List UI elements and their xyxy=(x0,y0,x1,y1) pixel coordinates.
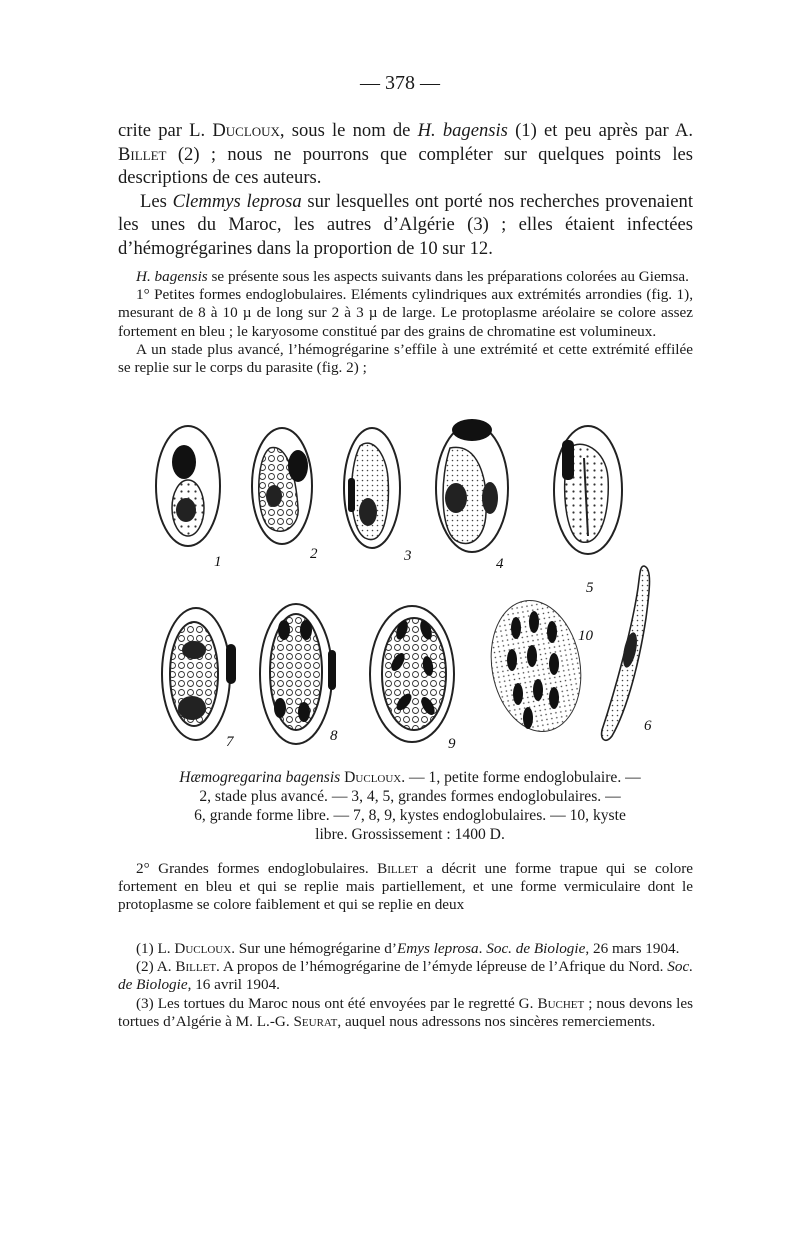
page-number: — 378 — xyxy=(360,72,440,94)
fig-label-4: 4 xyxy=(496,556,504,572)
caption-line-2: 2, stade plus avancé. — 3, 4, 5, grandes formes endoglobulaires. — xyxy=(199,788,621,805)
fig-label-1: 1 xyxy=(214,554,222,570)
cell-fig-8 xyxy=(260,604,336,744)
description-paragraph-2: 1° Petites formes endoglobulaires. Eléments cylindriques aux extrémités arrondies (fig. 1), mesurant de 8 à 10 µ de long sur 2 à 3 µ de large. Le protoplasme aréolaire se colore assez fortement en bleu ; le karyosome constitué par des grains de chromatine est volumineux. xyxy=(118,286,693,340)
fig-label-5: 5 xyxy=(586,580,594,596)
cell-fig-4 xyxy=(436,419,508,552)
caption-line-3: 6, grande forme libre. — 7, 8, 9, kystes endoglobulaires. — 10, kyste xyxy=(194,807,626,824)
intro-paragraph-1: crite par L. Ducloux, sous le nom de H. bagensis (1) et peu après par A. Billet (2) ; nous ne pourrons que compléter sur quelques points les descriptions de ces auteurs. xyxy=(118,120,693,189)
cell-fig-3 xyxy=(344,428,400,548)
fig-label-6: 6 xyxy=(644,718,652,734)
footnotes xyxy=(118,940,693,1031)
cell-fig-6 xyxy=(602,566,650,740)
intro-paragraph-2: Les Clemmys leprosa sur lesquelles ont porté nos recherches provenaient les unes du Maroc, les autres d’Algérie (3) ; elles étaient infectées d’hémogrégarines dans la proportion de 10 sur 12. xyxy=(118,190,694,259)
fig-label-7: 7 xyxy=(226,734,234,750)
fig-label-3: 3 xyxy=(404,548,412,564)
footnote-2: (2) A. Billet. A propos de l’hémogrégarine de l’émyde lépreuse de l’Afrique du Nord. Soc. de Biologie, 16 avril 1904. xyxy=(118,958,694,994)
figure-haemogregarina xyxy=(150,418,670,758)
fig-label-10: 10 xyxy=(578,628,593,644)
description-paragraph-3: A un stade plus avancé, l’hémogrégarine s’effile à une extrémité et cette extrémité effilée se replie sur le corps du parasite (fig. 2) ; xyxy=(118,340,693,377)
cell-fig-7 xyxy=(162,608,236,740)
caption-line-4: libre. Grossissement : 1400 D. xyxy=(315,826,505,843)
paragraph-2-text: 2° Grandes formes endoglobulaires. Billet a décrit une forme trapue qui se colore fortement en bleu et qui se replie mais partiellement, et une forme vermiculaire dont le protoplasme se colore faiblement et qui se replie en deux xyxy=(118,860,693,914)
cell-fig-5 xyxy=(554,426,622,554)
footnote-1: (1) L. Ducloux. Sur une hémogrégarine d’Emys leprosa. Soc. de Biologie, 26 mars 1904. xyxy=(136,940,680,957)
paragraph-grandes-formes xyxy=(118,860,693,915)
cell-fig-1 xyxy=(156,426,220,546)
cell-fig-2 xyxy=(252,428,312,544)
cell-fig-10 xyxy=(481,593,591,738)
fig-label-2: 2 xyxy=(310,546,318,562)
cell-fig-9 xyxy=(370,606,454,742)
caption-line-1: Hæmogregarina bagensis Ducloux. — 1, petite forme endoglobulaire. — xyxy=(179,769,641,786)
fig-label-9: 9 xyxy=(448,736,456,752)
footnote-3: (3) Les tortues du Maroc nous ont été envoyées par le regretté G. Buchet ; nous devons les tortues d’Algérie à M. L.-G. Seurat, auquel nous adressons nos sincères remerciements. xyxy=(118,994,693,1030)
figure-caption xyxy=(130,768,690,844)
description-text xyxy=(118,268,693,377)
fig-label-8: 8 xyxy=(330,728,338,744)
intro-text xyxy=(118,119,693,261)
description-paragraph-1: H. bagensis se présente sous les aspects suivants dans les préparations colorées au Giemsa. xyxy=(136,268,689,285)
